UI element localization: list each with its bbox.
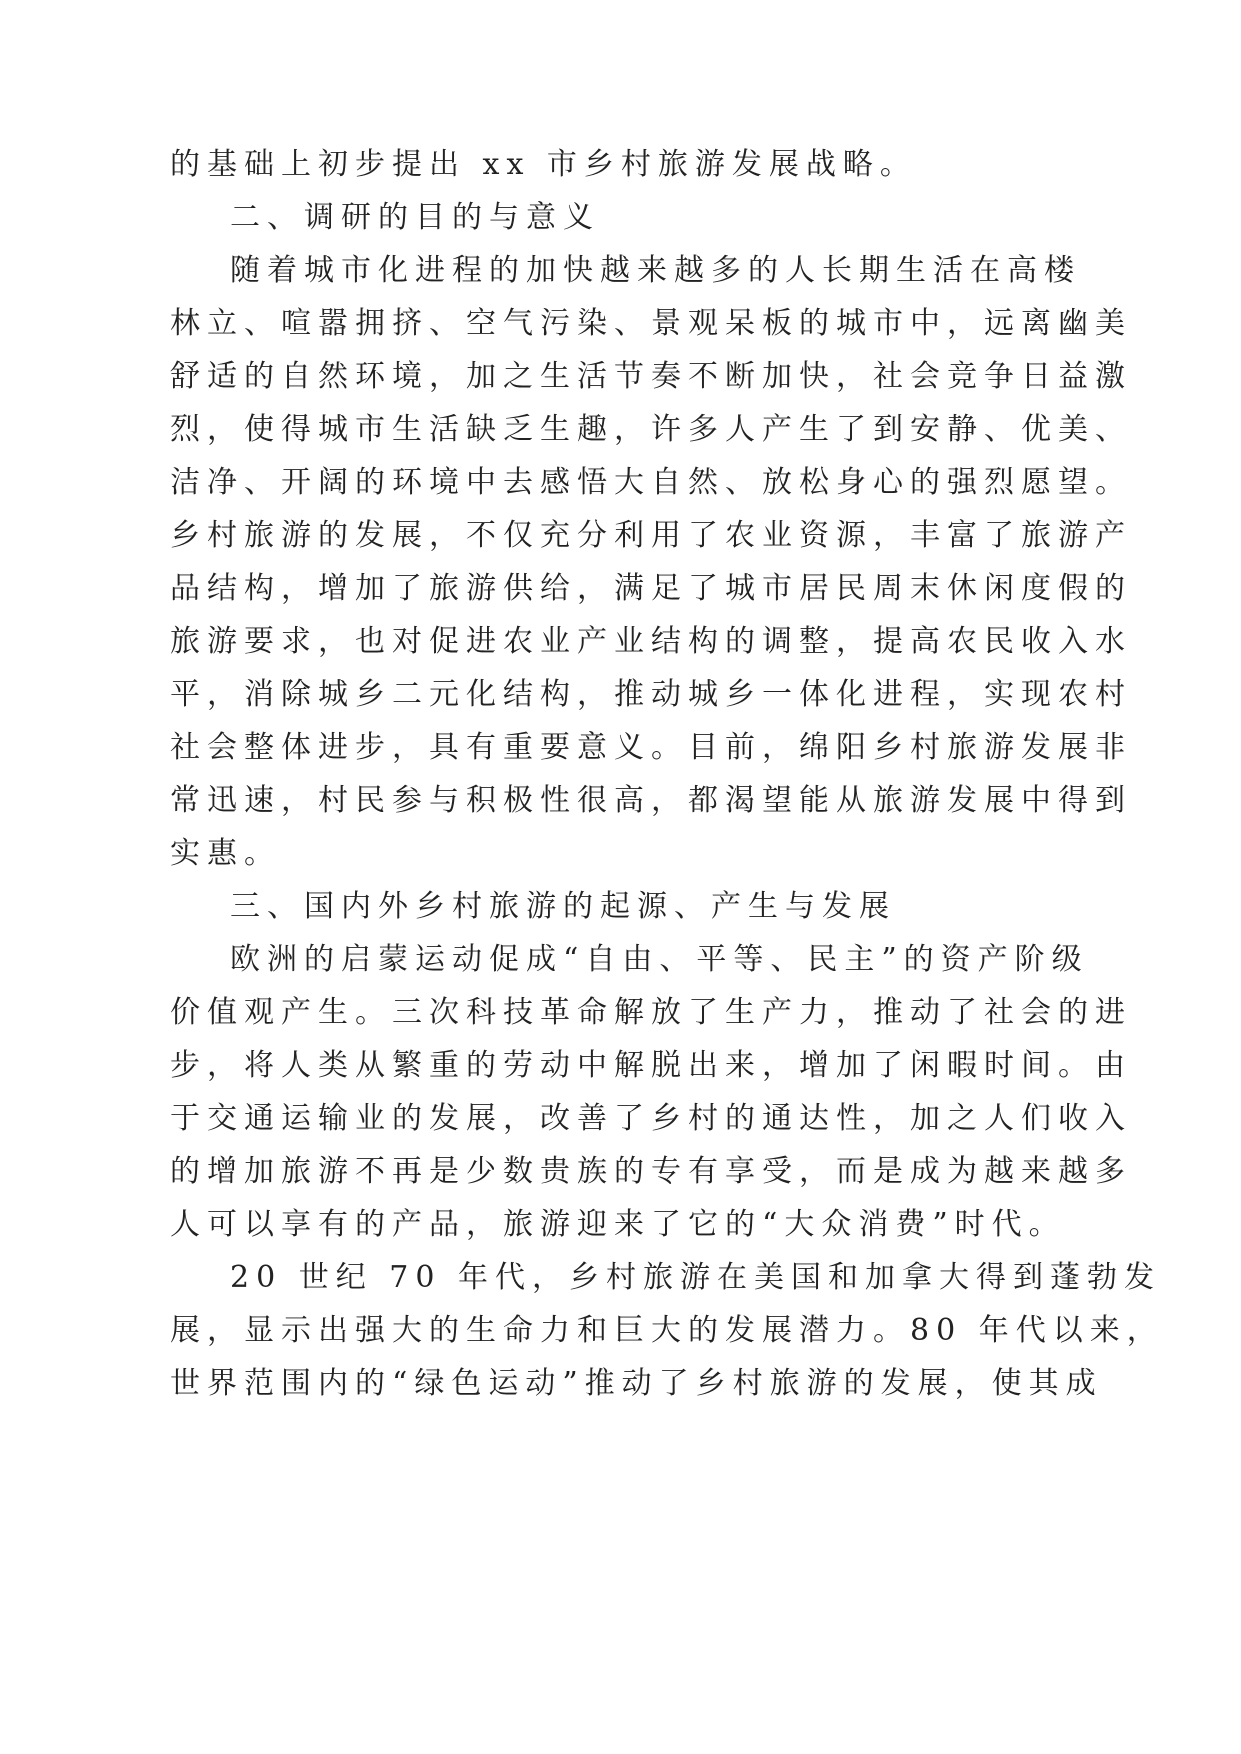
text-line: 烈，使得城市生活缺乏生趣，许多人产生了到安静、优美、 — [170, 412, 1132, 447]
text-line: 平，消除城乡二元化结构，推动城乡一体化进程，实现农村 — [170, 677, 1132, 712]
text-line: 随着城市化进程的加快越来越多的人长期生活在高楼 — [230, 253, 1081, 288]
text-line: 欧洲的启蒙运动促成“自由、平等、民主”的资产阶级 — [230, 942, 1089, 977]
text-line: 林立、喧嚣拥挤、空气污染、景观呆板的城市中，远离幽美 — [170, 306, 1132, 341]
text-line: 旅游要求，也对促进农业产业结构的调整，提高农民收入水 — [170, 624, 1132, 659]
text-line: 于交通运输业的发展，改善了乡村的通达性，加之人们收入 — [170, 1101, 1132, 1136]
text-line: 乡村旅游的发展，不仅充分利用了农业资源，丰富了旅游产 — [170, 518, 1132, 553]
text-line: 品结构，增加了旅游供给，满足了城市居民周末休闲度假的 — [170, 571, 1132, 606]
text-line: 人可以享有的产品，旅游迎来了它的“大众消费”时代。 — [170, 1207, 1066, 1242]
text-line: 的基础上初步提出 xx 市乡村旅游发展战略。 — [170, 147, 917, 182]
text-line: 舒适的自然环境，加之生活节奏不断加快，社会竞争日益激 — [170, 359, 1132, 394]
text-line: 20 世纪 70 年代，乡村旅游在美国和加拿大得到蓬勃发 — [230, 1260, 1161, 1295]
text-line: 价值观产生。三次科技革命解放了生产力，推动了社会的进 — [170, 995, 1132, 1030]
text-line: 步，将人类从繁重的劳动中解脱出来，增加了闲暇时间。由 — [170, 1048, 1132, 1083]
text-line: 展，显示出强大的生命力和巨大的发展潜力。80 年代以来， — [170, 1313, 1164, 1348]
section-heading: 二、调研的目的与意义 — [230, 200, 600, 235]
text-line: 实惠。 — [170, 836, 281, 871]
section-heading: 三、国内外乡村旅游的起源、产生与发展 — [230, 889, 896, 924]
text-line: 洁净、开阔的环境中去感悟大自然、放松身心的强烈愿望。 — [170, 465, 1132, 500]
text-line: 的增加旅游不再是少数贵族的专有享受，而是成为越来越多 — [170, 1154, 1132, 1189]
text-line: 世界范围内的“绿色运动”推动了乡村旅游的发展，使其成 — [170, 1366, 1103, 1401]
text-line: 社会整体进步，具有重要意义。目前，绵阳乡村旅游发展非 — [170, 730, 1132, 765]
text-line: 常迅速，村民参与积极性很高，都渴望能从旅游发展中得到 — [170, 783, 1132, 818]
